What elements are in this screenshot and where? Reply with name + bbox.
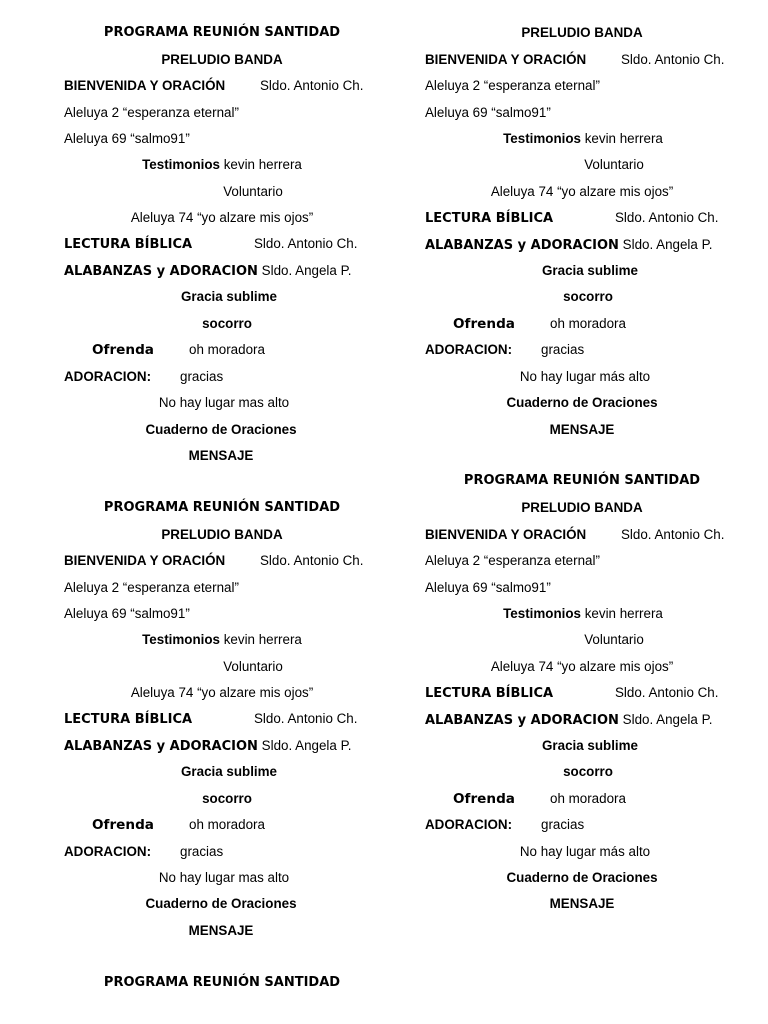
voluntario-line: Voluntario: [223, 659, 283, 674]
bienvenida-name: Sldo. Antonio Ch.: [260, 78, 364, 93]
preludio-line: PRELUDIO BANDA: [521, 500, 643, 515]
adoracion-line: [64, 369, 223, 385]
aleluya-74-line: Aleluya 74 “yo alzare mis ojos”: [490, 659, 674, 674]
testimonios-line: [503, 606, 663, 622]
alabanzas-name: Sldo. Angela P.: [261, 263, 352, 278]
aleluya-74-line: Aleluya 74 “yo alzare mis ojos”: [130, 685, 314, 700]
lectura-label: LECTURA BÍBLICA: [425, 211, 554, 226]
ofrenda-line: [92, 342, 265, 358]
voluntario-line: Voluntario: [223, 184, 283, 199]
aleluya-69-line: Aleluya 69 “salmo91”: [64, 131, 190, 146]
adoracion-label: ADORACION:: [425, 817, 513, 832]
ofrenda-label: Ofrenda: [453, 791, 515, 807]
ofrenda-song: oh moradora: [189, 817, 265, 832]
alabanzas-label: ALABANZAS y ADORACION: [425, 713, 619, 728]
testimonios-label: Testimonios: [503, 606, 581, 621]
testimonios-name: kevin herrera: [223, 632, 302, 647]
alabanzas-name: Sldo. Angela P.: [261, 738, 352, 753]
preludio-line: PRELUDIO BANDA: [161, 527, 283, 542]
adoracion-line: [425, 342, 584, 358]
bienvenida-name: Sldo. Antonio Ch.: [621, 52, 725, 67]
testimonios-name: kevin herrera: [584, 606, 663, 621]
alabanzas-line: [64, 738, 352, 754]
no-hay-line: No hay lugar más alto: [519, 844, 651, 859]
testimonios-line: [142, 632, 302, 648]
adoracion-label: ADORACION:: [64, 844, 152, 859]
adoracion-song: gracias: [180, 844, 224, 859]
alabanzas-label: ALABANZAS y ADORACION: [64, 739, 258, 754]
alabanzas-name: Sldo. Angela P.: [622, 237, 713, 252]
program-title: PROGRAMA REUNIÓN SANTIDAD: [103, 975, 341, 990]
ofrenda-label: Ofrenda: [92, 817, 154, 833]
ofrenda-line: [92, 817, 265, 833]
testimonios-name: kevin herrera: [584, 131, 663, 146]
aleluya-2-line: Aleluya 2 “esperanza eternal”: [64, 580, 239, 595]
adoracion-label: ADORACION:: [425, 342, 513, 357]
no-hay-line: No hay lugar más alto: [519, 369, 651, 384]
preludio-line: PRELUDIO BANDA: [521, 25, 643, 40]
bienvenida-line: [64, 78, 363, 94]
mensaje-line: MENSAJE: [549, 422, 615, 437]
cuaderno-line: Cuaderno de Oraciones: [506, 395, 658, 410]
adoracion-line: [64, 844, 223, 860]
ofrenda-line: [453, 791, 626, 807]
aleluya-74-line: Aleluya 74 “yo alzare mis ojos”: [130, 210, 314, 225]
ofrenda-line: [453, 316, 626, 332]
adoracion-song: gracias: [541, 817, 585, 832]
testimonios-label: Testimonios: [142, 157, 220, 172]
program-title: PROGRAMA REUNIÓN SANTIDAD: [103, 25, 341, 40]
voluntario-line: Voluntario: [584, 157, 644, 172]
gracia-line: Gracia sublime: [180, 289, 278, 304]
alabanzas-label: ALABANZAS y ADORACION: [64, 264, 258, 279]
aleluya-2-line: Aleluya 2 “esperanza eternal”: [425, 553, 600, 568]
bienvenida-line: [425, 52, 724, 68]
lectura-line: [425, 685, 718, 701]
bienvenida-label: BIENVENIDA Y ORACIÓN: [425, 52, 587, 67]
aleluya-69-line: Aleluya 69 “salmo91”: [425, 580, 551, 595]
bienvenida-label: BIENVENIDA Y ORACIÓN: [425, 527, 587, 542]
socorro-line: socorro: [563, 764, 613, 779]
alabanzas-label: ALABANZAS y ADORACION: [425, 238, 619, 253]
testimonios-label: Testimonios: [503, 131, 581, 146]
bienvenida-label: BIENVENIDA Y ORACIÓN: [64, 553, 226, 568]
program-title: PROGRAMA REUNIÓN SANTIDAD: [103, 500, 341, 515]
alabanzas-line: [425, 237, 713, 253]
testimonios-line: [142, 157, 302, 173]
testimonios-name: kevin herrera: [223, 157, 302, 172]
ofrenda-song: oh moradora: [189, 342, 265, 357]
bienvenida-name: Sldo. Antonio Ch.: [260, 553, 364, 568]
lectura-name: Sldo. Antonio Ch.: [615, 210, 719, 225]
aleluya-74-line: Aleluya 74 “yo alzare mis ojos”: [490, 184, 674, 199]
ofrenda-label: Ofrenda: [453, 316, 515, 332]
ofrenda-song: oh moradora: [550, 316, 626, 331]
lectura-line: [425, 210, 718, 226]
lectura-name: Sldo. Antonio Ch.: [254, 711, 358, 726]
adoracion-song: gracias: [541, 342, 585, 357]
alabanzas-line: [425, 712, 713, 728]
socorro-line: socorro: [202, 791, 252, 806]
alabanzas-name: Sldo. Angela P.: [622, 712, 713, 727]
ofrenda-label: Ofrenda: [92, 342, 154, 358]
gracia-line: Gracia sublime: [541, 738, 639, 753]
alabanzas-line: [64, 263, 352, 279]
testimonios-line: [503, 131, 663, 147]
voluntario-line: Voluntario: [584, 632, 644, 647]
lectura-label: LECTURA BÍBLICA: [425, 686, 554, 701]
adoracion-line: [425, 817, 584, 833]
preludio-line: PRELUDIO BANDA: [161, 52, 283, 67]
lectura-line: [64, 711, 357, 727]
mensaje-line: MENSAJE: [188, 448, 254, 463]
socorro-line: socorro: [202, 316, 252, 331]
program-title: PROGRAMA REUNIÓN SANTIDAD: [463, 473, 701, 488]
aleluya-2-line: Aleluya 2 “esperanza eternal”: [425, 78, 600, 93]
cuaderno-line: Cuaderno de Oraciones: [145, 896, 297, 911]
bienvenida-name: Sldo. Antonio Ch.: [621, 527, 725, 542]
testimonios-label: Testimonios: [142, 632, 220, 647]
bienvenida-line: [425, 527, 724, 543]
ofrenda-song: oh moradora: [550, 791, 626, 806]
gracia-line: Gracia sublime: [541, 263, 639, 278]
no-hay-line: No hay lugar mas alto: [158, 395, 290, 410]
lectura-name: Sldo. Antonio Ch.: [615, 685, 719, 700]
gracia-line: Gracia sublime: [180, 764, 278, 779]
no-hay-line: No hay lugar mas alto: [158, 870, 290, 885]
bienvenida-label: BIENVENIDA Y ORACIÓN: [64, 78, 226, 93]
lectura-label: LECTURA BÍBLICA: [64, 237, 193, 252]
cuaderno-line: Cuaderno de Oraciones: [506, 870, 658, 885]
adoracion-label: ADORACION:: [64, 369, 152, 384]
aleluya-69-line: Aleluya 69 “salmo91”: [425, 105, 551, 120]
aleluya-2-line: Aleluya 2 “esperanza eternal”: [64, 105, 239, 120]
bienvenida-line: [64, 553, 363, 569]
mensaje-line: MENSAJE: [188, 923, 254, 938]
lectura-name: Sldo. Antonio Ch.: [254, 236, 358, 251]
mensaje-line: MENSAJE: [549, 896, 615, 911]
aleluya-69-line: Aleluya 69 “salmo91”: [64, 606, 190, 621]
lectura-line: [64, 236, 357, 252]
socorro-line: socorro: [563, 289, 613, 304]
lectura-label: LECTURA BÍBLICA: [64, 712, 193, 727]
adoracion-song: gracias: [180, 369, 224, 384]
cuaderno-line: Cuaderno de Oraciones: [145, 422, 297, 437]
